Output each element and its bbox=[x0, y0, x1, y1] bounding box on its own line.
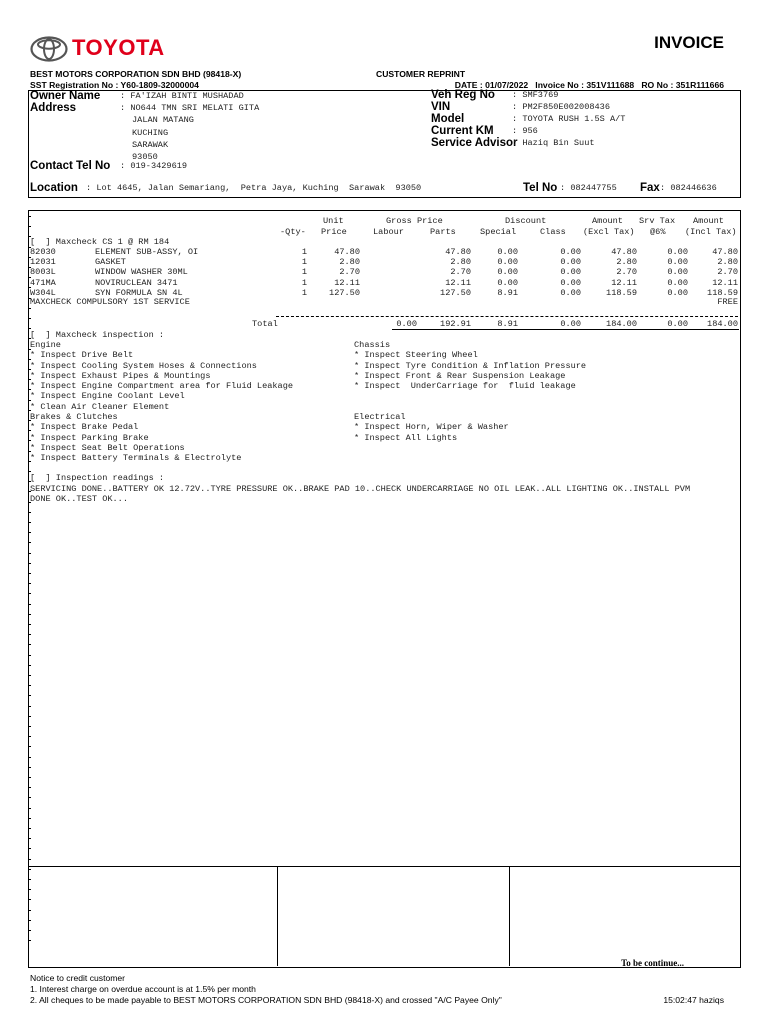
edge-tick bbox=[28, 471, 31, 472]
edge-tick bbox=[28, 522, 31, 523]
cell-price: 127.50 bbox=[329, 287, 360, 298]
header-amount-excl: Amount bbox=[592, 216, 623, 226]
header-qty: -Qty- bbox=[280, 227, 306, 237]
cell-code: 8003L bbox=[30, 267, 56, 278]
edge-tick bbox=[28, 879, 31, 880]
edge-tick bbox=[28, 716, 31, 717]
signature-col-divider-1 bbox=[277, 866, 278, 966]
header-price: Price bbox=[321, 227, 347, 237]
service-free: FREE bbox=[717, 297, 738, 307]
company-name: BEST MOTORS CORPORATION SDN BHD (98418-X) bbox=[30, 69, 242, 79]
owner-name-label: Owner Name bbox=[30, 90, 101, 102]
total-underline bbox=[392, 329, 739, 330]
edge-tick bbox=[28, 573, 31, 574]
cell-incl: 2.70 bbox=[717, 267, 738, 278]
doc-title: INVOICE bbox=[654, 33, 724, 52]
cell-excl: 2.80 bbox=[616, 257, 637, 268]
current-km-label: Current KM bbox=[431, 125, 494, 137]
edge-tick bbox=[28, 797, 31, 798]
signature-divider bbox=[28, 866, 740, 867]
cell-class: 0.00 bbox=[560, 257, 581, 268]
current-km-value: : 956 bbox=[512, 126, 538, 136]
header-unit: Unit bbox=[323, 216, 344, 226]
total-excl: 184.00 bbox=[606, 319, 637, 329]
fax-value: : 082446636 bbox=[660, 183, 717, 193]
table-row bbox=[0, 278, 768, 288]
vin-value: : PM2F850E002008436 bbox=[512, 102, 610, 112]
inspection-heading: [ ] Maxcheck inspection : bbox=[30, 330, 165, 340]
cell-special: 0.00 bbox=[497, 267, 518, 278]
edge-tick bbox=[28, 869, 31, 870]
total-label: Total bbox=[252, 319, 278, 329]
edge-tick bbox=[28, 736, 31, 737]
cell-desc: GASKET bbox=[95, 257, 126, 268]
total-special: 8.91 bbox=[497, 319, 518, 329]
inspection-item: * Inspect Tyre Condition & Inflation Pressure bbox=[354, 360, 587, 371]
cell-price: 12.11 bbox=[334, 277, 360, 288]
inspection-item: * Inspect Horn, Wiper & Washer bbox=[354, 422, 509, 433]
model-label: Model bbox=[431, 113, 465, 125]
cell-desc: ELEMENT SUB-ASSY, OI bbox=[95, 247, 199, 257]
edge-tick bbox=[28, 848, 31, 849]
edge-tick bbox=[28, 767, 31, 768]
veh-reg-label: Veh Reg No bbox=[431, 89, 495, 101]
service-advisor-value: : Haziq Bin Suut bbox=[512, 138, 595, 148]
edge-tick bbox=[28, 910, 31, 911]
cell-tax: 0.00 bbox=[667, 287, 688, 298]
continue-text: To be continue... bbox=[621, 958, 684, 968]
customer-reprint: CUSTOMER REPRINT bbox=[376, 69, 466, 79]
fax-label: Fax bbox=[640, 182, 660, 194]
edge-tick bbox=[28, 216, 31, 217]
cell-desc: WINDOW WASHER 30ML bbox=[95, 267, 188, 278]
address-line: : NO644 TMN SRI MELATI GITA bbox=[120, 103, 260, 113]
footer-notice: Notice to credit customer bbox=[30, 973, 126, 983]
cell-parts: 2.80 bbox=[450, 257, 471, 268]
inspection-item: * Inspect Battery Terminals & Electrolyte bbox=[30, 453, 242, 464]
total-dash-line bbox=[276, 316, 738, 317]
cell-code: W304L bbox=[30, 287, 56, 298]
cell-parts: 2.70 bbox=[450, 267, 471, 278]
package-line: [ ] Maxcheck CS 1 @ RM 184 bbox=[30, 237, 170, 247]
toyota-emblem-icon bbox=[30, 36, 68, 62]
edge-tick bbox=[28, 634, 31, 635]
address-lines bbox=[120, 102, 259, 163]
address-line: 93050 bbox=[132, 152, 158, 163]
header-labour: Labour bbox=[373, 227, 404, 237]
total-parts: 192.91 bbox=[440, 319, 471, 329]
inspection-item: * Inspect Seat Belt Operations bbox=[30, 442, 185, 453]
header-special: Special bbox=[480, 227, 517, 237]
footer-line-2: 2. All cheques to be made payable to BEST MOTORS CORPORATION SDN BHD (98418-X) and crossed "A/C Payee Only" bbox=[30, 995, 502, 1005]
toyota-logo bbox=[30, 34, 170, 64]
header-discount: Discount bbox=[505, 216, 547, 226]
inspection-item: * Inspect Front & Rear Suspension Leakage bbox=[354, 370, 566, 381]
cell-excl: 2.70 bbox=[616, 267, 637, 278]
edge-tick bbox=[28, 787, 31, 788]
edge-tick bbox=[28, 899, 31, 900]
cell-qty: 1 bbox=[301, 287, 307, 298]
cell-parts: 47.80 bbox=[445, 247, 471, 257]
signature-col-divider-2 bbox=[509, 866, 510, 966]
edge-tick bbox=[28, 542, 31, 543]
edge-tick bbox=[28, 757, 31, 758]
inspection-item: Chassis bbox=[354, 340, 391, 350]
cell-desc: NOVIRUCLEAN 3471 bbox=[95, 277, 178, 288]
edge-tick bbox=[28, 583, 31, 584]
edge-tick bbox=[28, 655, 31, 656]
edge-tick bbox=[28, 604, 31, 605]
cell-code: 82030 bbox=[30, 247, 56, 257]
cell-price: 2.70 bbox=[339, 267, 360, 278]
sst-registration: SST Registration No : Y60-1809-32000004 bbox=[30, 80, 199, 90]
header-srv-tax: Srv Tax bbox=[639, 216, 676, 226]
edge-tick bbox=[28, 859, 31, 860]
location-value: : Lot 4645, Jalan Semariang, Petra Jaya, Kuching Sarawak 93050 bbox=[86, 183, 422, 193]
cell-code: 12031 bbox=[30, 257, 56, 268]
edge-tick bbox=[28, 920, 31, 921]
edge-tick bbox=[28, 930, 31, 931]
edge-tick bbox=[28, 818, 31, 819]
inspection-item: * Inspect Steering Wheel bbox=[354, 350, 478, 361]
inspection-item: * Inspect Cooling System Hoses & Connections bbox=[30, 360, 257, 371]
inspection-item bbox=[354, 391, 586, 401]
total-tax: 0.00 bbox=[667, 319, 688, 329]
table-row bbox=[0, 247, 768, 257]
cell-excl: 47.80 bbox=[611, 247, 637, 257]
veh-reg-value: : SMF3769 bbox=[512, 90, 559, 100]
inspection-left bbox=[30, 340, 293, 464]
inspection-item: Engine bbox=[30, 340, 61, 350]
edge-tick bbox=[28, 614, 31, 615]
cell-parts: 127.50 bbox=[440, 287, 471, 298]
inspection-item: * Inspect Engine Compartment area for Fluid Leakage bbox=[30, 381, 294, 392]
readings-heading: [ ] Inspection readings : bbox=[30, 473, 165, 483]
inspection-item: * Inspect Parking Brake bbox=[30, 432, 149, 443]
edge-tick bbox=[28, 889, 31, 890]
edge-tick bbox=[28, 685, 31, 686]
cell-tax: 0.00 bbox=[667, 257, 688, 268]
inspection-right bbox=[354, 340, 586, 443]
cell-price: 47.80 bbox=[334, 247, 360, 257]
readings-line-1: SERVICING DONE..BATTERY OK 12.72V..TYRE PRESSURE OK..BRAKE PAD 10..CHECK UNDERCARRIAGE NO OIL LEAK..ALL LIGHTING OK..INSTALL PVM bbox=[30, 484, 691, 494]
inspection-item: * Inspect Exhaust Pipes & Mountings bbox=[30, 370, 211, 381]
edge-tick bbox=[28, 695, 31, 696]
cell-special: 0.00 bbox=[497, 257, 518, 268]
cell-tax: 0.00 bbox=[667, 247, 688, 257]
edge-tick bbox=[28, 226, 31, 227]
cell-qty: 1 bbox=[301, 267, 307, 278]
header-amount-incl: Amount bbox=[693, 216, 724, 226]
cell-desc: SYN FORMULA SN 4L bbox=[95, 287, 183, 298]
inspection-item: Electrical bbox=[354, 412, 406, 423]
inspection-item: * Inspect Engine Coolant Level bbox=[30, 391, 185, 402]
address-label: Address bbox=[30, 102, 77, 114]
address-line: JALAN MATANG bbox=[132, 115, 194, 126]
inspection-item: * Clean Air Cleaner Element bbox=[30, 401, 170, 412]
cell-qty: 1 bbox=[301, 257, 307, 268]
edge-tick bbox=[28, 675, 31, 676]
header-excl-tax: (Excl Tax) bbox=[583, 227, 635, 237]
cell-incl: 12.11 bbox=[712, 277, 738, 288]
edge-tick bbox=[28, 940, 31, 941]
cell-class: 0.00 bbox=[560, 287, 581, 298]
header-pct: @6% bbox=[650, 227, 666, 237]
total-incl: 184.00 bbox=[707, 319, 738, 329]
edge-tick bbox=[28, 706, 31, 707]
cell-excl: 118.59 bbox=[606, 287, 637, 298]
table-row bbox=[0, 257, 768, 267]
edge-tick bbox=[28, 308, 31, 309]
edge-tick bbox=[28, 644, 31, 645]
footer-line-1: 1. Interest charge on overdue account is at 1.5% per month bbox=[30, 984, 256, 994]
edge-tick bbox=[28, 593, 31, 594]
owner-name-value: : FA'IZAH BINTI MUSHADAD bbox=[120, 91, 244, 101]
cell-code: 471MA bbox=[30, 277, 56, 288]
edge-tick bbox=[28, 746, 31, 747]
date-invoice-ro: DATE : 01/07/2022 Invoice No : 351V111688 RO No : 351R111666 bbox=[454, 80, 724, 90]
edge-tick bbox=[28, 563, 31, 564]
inspection-item: * Inspect Drive Belt bbox=[30, 350, 134, 361]
header-parts: Parts bbox=[430, 227, 456, 237]
service-line: MAXCHECK COMPULSORY 1ST SERVICE bbox=[30, 297, 190, 307]
cell-incl: 47.80 bbox=[712, 247, 738, 257]
location-label: Location bbox=[30, 182, 78, 194]
edge-tick bbox=[28, 553, 31, 554]
contact-tel-label: Contact Tel No bbox=[30, 160, 111, 172]
cell-tax: 0.00 bbox=[667, 267, 688, 278]
cell-incl: 2.80 bbox=[717, 257, 738, 268]
cell-special: 0.00 bbox=[497, 277, 518, 288]
edge-tick bbox=[28, 624, 31, 625]
edge-tick bbox=[28, 808, 31, 809]
inspection-item: * Inspect All Lights bbox=[354, 432, 458, 443]
cell-tax: 0.00 bbox=[667, 277, 688, 288]
readings-line-2: DONE OK..TEST OK... bbox=[30, 494, 128, 504]
edge-tick bbox=[28, 777, 31, 778]
cell-price: 2.80 bbox=[339, 257, 360, 268]
header-gross-price: Gross Price bbox=[386, 216, 443, 226]
cell-qty: 1 bbox=[301, 247, 307, 257]
cell-incl: 118.59 bbox=[707, 287, 738, 298]
cell-class: 0.00 bbox=[560, 277, 581, 288]
cell-class: 0.00 bbox=[560, 267, 581, 278]
vin-label: VIN bbox=[431, 101, 451, 113]
footer-time: 15:02:47 haziqs bbox=[663, 995, 724, 1005]
header-incl-tax: (Incl Tax) bbox=[685, 227, 737, 237]
cell-class: 0.00 bbox=[560, 247, 581, 257]
cell-special: 8.91 bbox=[497, 287, 518, 298]
brand-name: TOYOTA bbox=[72, 35, 165, 60]
service-advisor-label: Service Advisor bbox=[431, 137, 518, 149]
tel-no-label: Tel No bbox=[523, 182, 558, 194]
contact-tel-value: : 019-3429619 bbox=[120, 161, 188, 171]
edge-tick bbox=[28, 838, 31, 839]
edge-tick bbox=[28, 532, 31, 533]
model-value: : TOYOTA RUSH 1.5S A/T bbox=[512, 114, 626, 124]
address-line: KUCHING bbox=[132, 127, 169, 138]
address-line: SARAWAK bbox=[132, 139, 169, 150]
edge-tick bbox=[28, 665, 31, 666]
cell-parts: 12.11 bbox=[445, 277, 471, 288]
inspection-item bbox=[354, 402, 586, 412]
cell-qty: 1 bbox=[301, 277, 307, 288]
total-class: 0.00 bbox=[560, 319, 581, 329]
cell-special: 0.00 bbox=[497, 247, 518, 257]
inspection-item: Brakes & Clutches bbox=[30, 412, 118, 423]
cell-excl: 12.11 bbox=[611, 277, 637, 288]
inspection-item: * Inspect UnderCarriage for fluid leakage bbox=[354, 381, 576, 392]
table-row bbox=[0, 267, 768, 277]
total-labour: 0.00 bbox=[396, 319, 417, 329]
tel-no-value: : 082447755 bbox=[560, 183, 617, 193]
inspection-item: * Inspect Brake Pedal bbox=[30, 422, 139, 433]
edge-tick bbox=[28, 512, 31, 513]
edge-tick bbox=[28, 828, 31, 829]
left-edge-ticks bbox=[28, 216, 32, 956]
edge-tick bbox=[28, 726, 31, 727]
edge-tick bbox=[28, 318, 31, 319]
header-class: Class bbox=[540, 227, 566, 237]
